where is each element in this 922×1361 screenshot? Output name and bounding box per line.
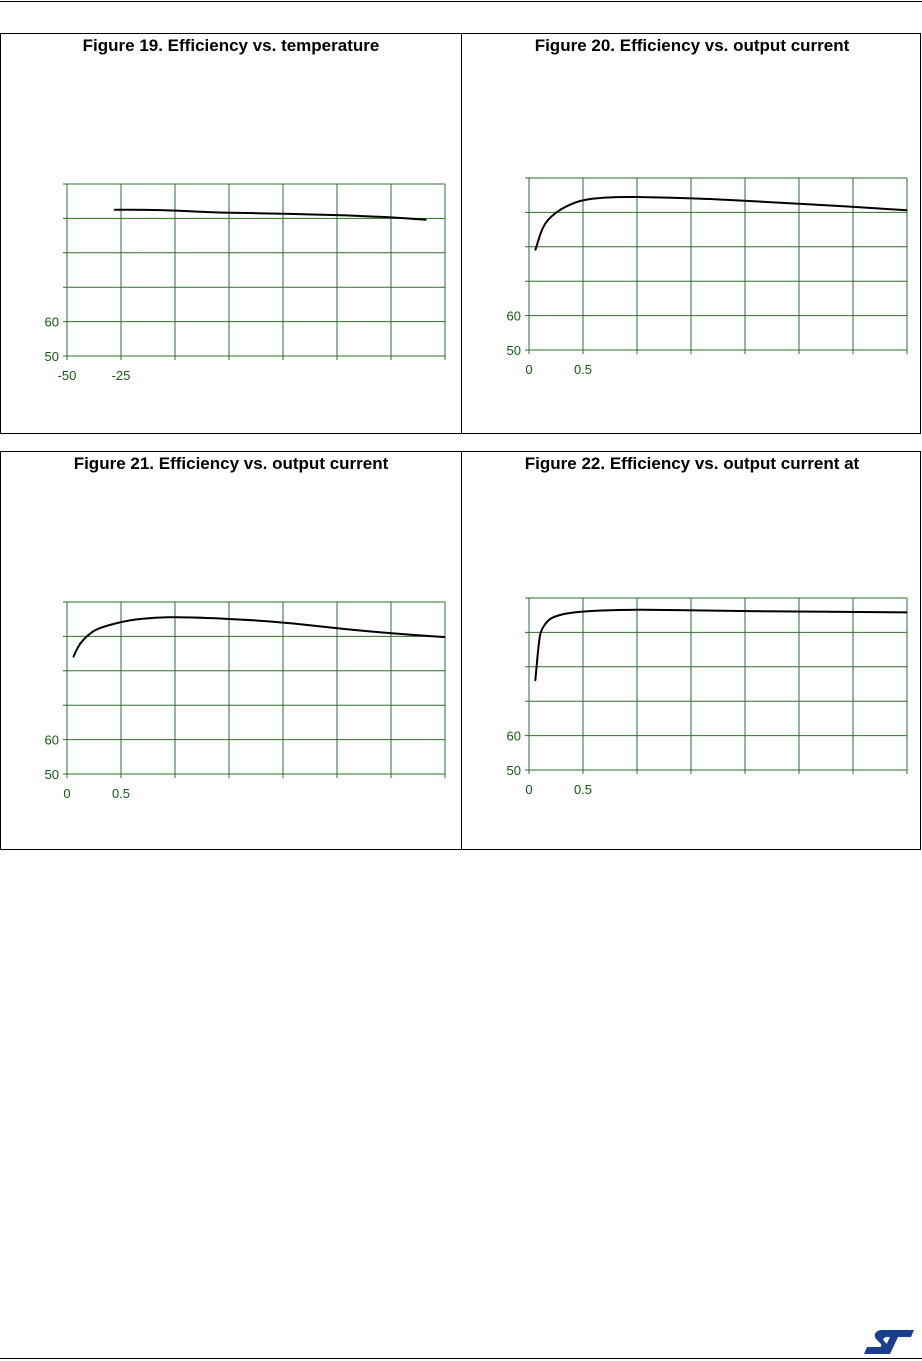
figure-21-chart <box>29 560 459 820</box>
data-point <box>843 206 844 207</box>
data-point <box>541 229 542 230</box>
data-point <box>129 619 130 620</box>
figure-22-title: Figure 22. Efficiency vs. output current at <box>524 454 860 473</box>
x-tick-label: -25 <box>111 368 131 383</box>
data-point <box>237 212 238 213</box>
data-point <box>394 633 395 634</box>
data-point <box>205 617 206 618</box>
data-point <box>180 210 181 211</box>
y-tick-label: 60 <box>44 732 59 748</box>
data-point <box>629 609 630 610</box>
figure-21-title: Figure 21. Efficiency vs. output current <box>73 454 389 473</box>
efficiency-curve <box>535 197 907 250</box>
data-point <box>180 617 181 618</box>
data-point <box>780 611 781 612</box>
x-tick-label: 0.5 <box>573 782 593 797</box>
figure-19-chart <box>29 142 459 402</box>
data-point <box>629 196 630 197</box>
x-tick-label: 0 <box>63 786 71 801</box>
data-point <box>654 197 655 198</box>
top-rule <box>0 1 922 2</box>
data-point <box>717 199 718 200</box>
y-tick-label: 50 <box>506 343 521 358</box>
data-point <box>331 214 332 215</box>
figure-19-title: Figure 19. Efficiency vs. temperature <box>82 36 380 55</box>
data-point <box>604 197 605 198</box>
x-tick-label: -50 <box>57 368 77 383</box>
y-tick-label: 50 <box>506 763 521 778</box>
data-point <box>350 215 351 216</box>
efficiency-curve <box>73 617 445 657</box>
data-point <box>161 210 162 211</box>
data-point <box>444 637 445 638</box>
efficiency-curve <box>535 610 907 681</box>
data-point <box>560 208 561 209</box>
data-point <box>426 219 427 220</box>
figure-row-2 <box>0 451 921 850</box>
data-point <box>541 628 542 629</box>
figure-20-chart <box>491 136 921 396</box>
data-point <box>79 643 80 644</box>
data-point <box>654 609 655 610</box>
y-tick-label: 60 <box>44 314 59 330</box>
column-divider <box>461 452 462 849</box>
data-point <box>274 213 275 214</box>
data-point <box>717 610 718 611</box>
data-point <box>378 216 379 217</box>
data-point <box>579 200 580 201</box>
column-divider <box>461 34 462 433</box>
data-point <box>680 197 681 198</box>
data-point <box>208 212 209 213</box>
figure-22-chart <box>491 556 921 816</box>
data-point <box>303 214 304 215</box>
data-point <box>142 209 143 210</box>
y-tick-label: 50 <box>44 349 59 364</box>
data-point <box>547 620 548 621</box>
figure-20-title: Figure 20. Efficiency vs. output current <box>534 36 850 55</box>
st-logo-icon <box>862 1328 916 1356</box>
data-point <box>344 629 345 630</box>
data-point <box>243 619 244 620</box>
x-tick-label: 0.5 <box>573 362 593 377</box>
data-point <box>535 250 536 251</box>
data-point <box>843 611 844 612</box>
figure-row-1 <box>0 33 921 434</box>
x-tick-label: 0 <box>525 362 533 377</box>
data-point <box>539 639 540 640</box>
data-point <box>397 217 398 218</box>
x-tick-label: 0 <box>525 782 533 797</box>
data-point <box>591 610 592 611</box>
data-point <box>554 616 555 617</box>
data-point <box>547 219 548 220</box>
data-point <box>293 623 294 624</box>
data-point <box>73 656 74 657</box>
data-point <box>906 612 907 613</box>
y-tick-label: 50 <box>44 767 59 782</box>
bottom-rule <box>0 1358 922 1359</box>
y-tick-label: 60 <box>506 728 521 744</box>
data-point <box>155 617 156 618</box>
y-tick-label: 60 <box>506 308 521 324</box>
data-point <box>535 680 536 681</box>
data-point <box>104 626 105 627</box>
data-point <box>92 631 93 632</box>
data-point <box>114 209 115 210</box>
data-point <box>566 613 567 614</box>
data-point <box>780 202 781 203</box>
data-point <box>906 210 907 211</box>
x-tick-label: 0.5 <box>111 786 131 801</box>
